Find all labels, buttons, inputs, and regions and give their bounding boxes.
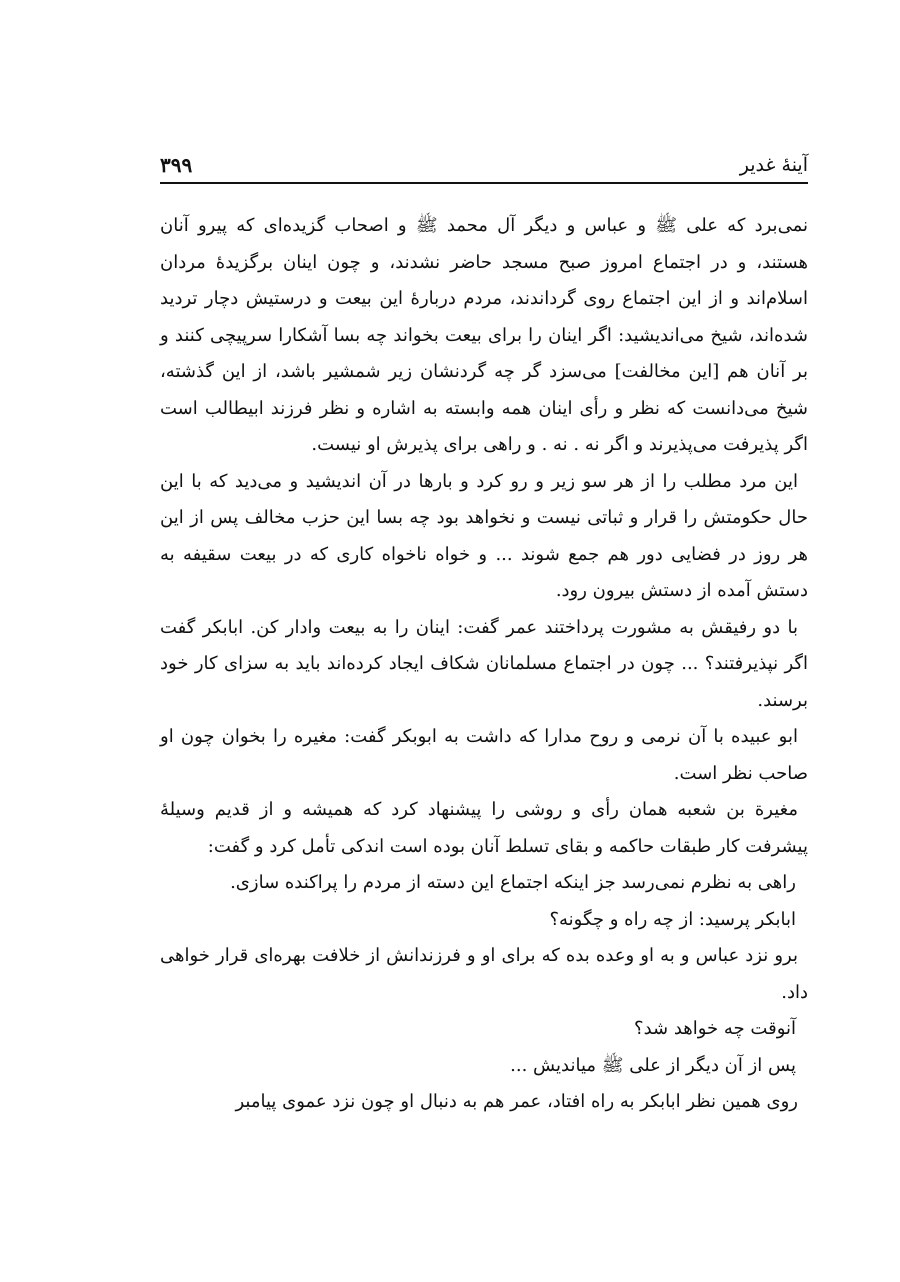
header-rule	[160, 182, 808, 184]
dialogue-line: پس از آن دیگر از علی ﷺ میاندیش ...	[510, 1054, 796, 1076]
dialogue-line: راهی به نظرم نمی‌رسد جز اینکه اجتماع این دسته از مردم را پراکنده سازی.	[230, 872, 796, 893]
paragraph: ابو عبیده با آن نرمی و روح مدارا که داشت به ابوبکر گفت: مغیره را بخوان چون او صاحب نظر است.	[160, 726, 808, 784]
paragraph: مغیرة بن شعبه همان رأی و روشی را پیشنهاد کرد که همیشه و از قدیم وسیلهٔ پیشرفت کار طبقات حاکمه و بقای تسلط آنان بوده است اندکی تأمل کرد و گفت:	[160, 799, 808, 857]
paragraph: نمی‌برد که علی ﷺ و عباس و دیگر آل محمد ﷺ و اصحاب گزیده‌ای که پیرو آنان هستند، و در اجتماع امروز صبح مسجد حاضر نشدند، و چون اینان برگزیدهٔ مردان اسلام‌اند و از این اجتماع روی گرداندند، مردم دربارهٔ این بیعت و درستیش دچار تردید شده‌اند، شیخ می‌اندیشید: اگر اینان را برای بیعت بخواند چه بسا آشکارا سرپیچی کنند و بر آنان هم [این مخالفت] می‌سزد گر چه گردنشان زیر شمشیر باشد، از این گذشته، شیخ می‌دانست که نظر و رأی اینان همه وابسته به اشاره و نظر فرزند ابیطالب است اگر پذیرفت می‌پذیرند و اگر نه . نه . و راهی برای پذیرش او نیست.	[160, 215, 808, 455]
dialogue-line: آنوقت چه خواهد شد؟	[634, 1018, 796, 1039]
paragraph: روی همین نظر ابابکر به راه افتاد، عمر هم به دنبال او چون نزد عموی پیامبر	[235, 1091, 798, 1112]
dialogue-line: ابابکر پرسید: از چه راه و چگونه؟	[549, 908, 796, 930]
dialogue-line: برو نزد عباس و به او وعده بده که برای او و فرزندانش از خلافت بهره‌ای قرار خواهی داد.	[160, 945, 808, 1003]
page-number: ۳۹۹	[160, 153, 193, 177]
paragraph: این مرد مطلب را از هر سو زیر و رو کرد و بارها در آن اندیشید و می‌دید که با این حال حکومتش را قرار و ثباتی نیست و نخواهد بود چه بسا این حزب مخالف پس از این هر روز در فضایی دور هم جمع شوند ... و خواه ناخواه کاری که در بیعت سقیفه به دستش آمده از دستش بیرون رود.	[160, 470, 808, 601]
body-text	[160, 208, 808, 1121]
paragraph: با دو رفیقش به مشورت پرداختند عمر گفت: اینان را به بیعت وادار کن. ابابکر گفت اگر نپذیرفتند؟ ... چون در اجتماع مسلمانان شکاف ایجاد کرده‌اند باید به سزای کار خود برسند.	[160, 616, 808, 711]
book-title: آینهٔ غدیر	[739, 154, 808, 176]
running-header	[160, 150, 808, 180]
